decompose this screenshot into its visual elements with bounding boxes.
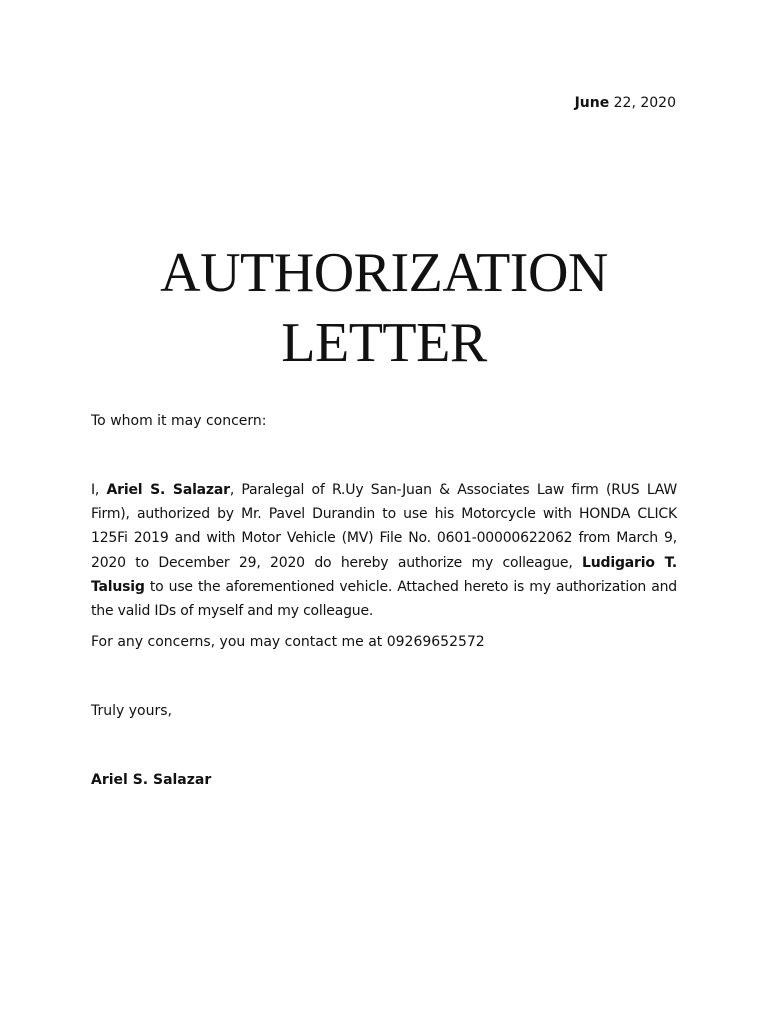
body-paragraph	[91, 478, 677, 623]
letter-date	[575, 95, 676, 111]
closing: Truly yours,	[91, 703, 172, 719]
salutation: To whom it may concern:	[91, 413, 267, 429]
colleague-name: Ludigario T. Talusig	[91, 554, 677, 595]
letter-title	[0, 238, 768, 378]
title-line-1: AUTHORIZATION	[160, 242, 608, 304]
body-text-2: , Paralegal of R.Uy San-Juan & Associates Law firm (RUS LAW Firm), authorized by Mr. Pavel Durandin to use his Motorcycle with HONDA CLICK 125Fi 2019 and with Motor Vehicle (MV) File No. 0601-00000622062 from March 9, 2020 to December 29, 2020 do hereby authorize my colleague,	[91, 482, 678, 571]
body-text-1: I,	[91, 482, 107, 498]
title-line-2: LETTER	[281, 312, 487, 374]
date-day-year: 22, 2020	[609, 95, 676, 111]
contact-line: For any concerns, you may contact me at 09269652572	[91, 634, 485, 650]
date-month: June	[574, 95, 610, 111]
author-name: Ariel S. Salazar	[106, 482, 230, 498]
signature-name: Ariel S. Salazar	[91, 772, 212, 788]
body-text-3: to use the aforementioned vehicle. Attached hereto is my authorization and the valid IDs of myself and my colleague.	[91, 578, 677, 620]
